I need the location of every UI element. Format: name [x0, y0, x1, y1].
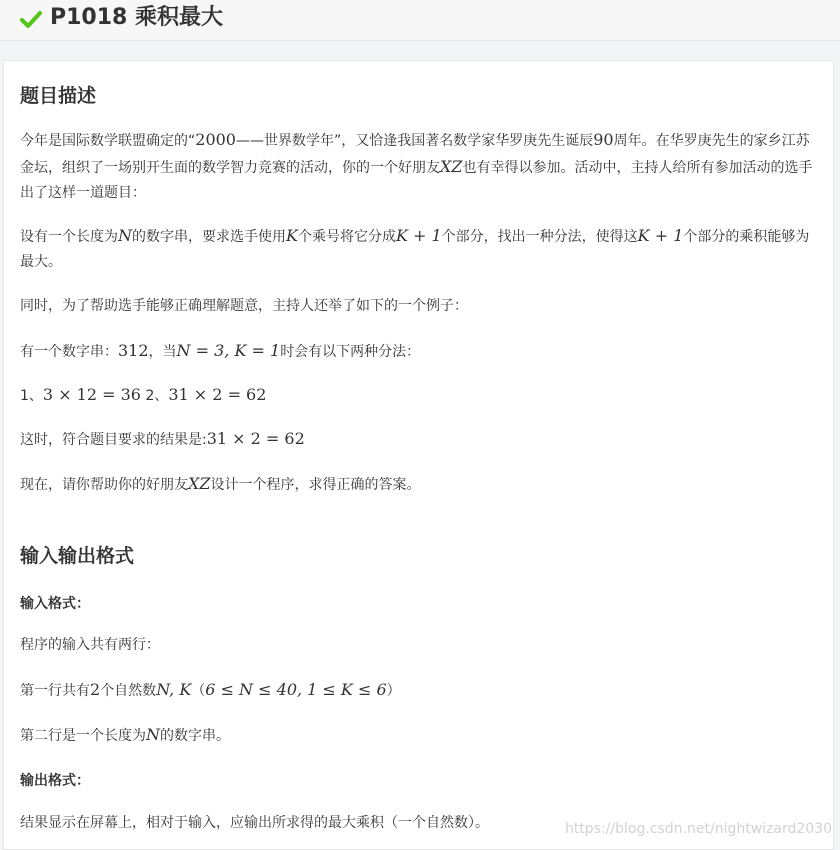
problem-header: [0, 0, 840, 41]
output-paragraph-1: 结果显示在屏幕上，相对于输入，应输出所求得的最大乘积（一个自然数）。: [20, 815, 489, 831]
description-paragraph-2: 设有一个长度为N的数字串，要求选手使用K个乘号将它分成K + 1个部分，找出一种分法，使得这K + 1个部分的乘积能够为最大。: [20, 226, 810, 270]
description-paragraph-6: 这时，符合题目要求的结果是:31 × 2 = 62: [20, 429, 305, 448]
problem-title: P1018 乘积最大: [50, 5, 224, 30]
description-paragraph-7: 现在，请你帮助你的好朋友XZ设计一个程序，求得正确的答案。: [20, 474, 421, 493]
check-icon: [19, 7, 43, 31]
problem-content-panel: [3, 60, 834, 850]
description-heading: 题目描述: [20, 85, 97, 107]
input-format-label: 输入格式：: [20, 596, 90, 612]
input-paragraph-2: 第一行共有2个自然数N, K（6 ≤ N ≤ 40, 1 ≤ K ≤ 6）: [20, 680, 401, 699]
description-paragraph-4: 有一个数字串：312，当N = 3, K = 1时会有以下两种分法：: [20, 341, 421, 360]
io-format-heading: 输入输出格式: [20, 545, 135, 567]
description-paragraph-1: 今年是国际数学联盟确定的“2000——世界数学年”，又恰逢我国著名数学家华罗庚先生诞辰90周年。在华罗庚先生的家乡江苏金坛，组织了一场别开生面的数学智力竞赛的活动，你的一个好朋友XZ也有幸得以参加。活动中，主持人给所有参加活动的选手出了这样一道题目：: [20, 130, 813, 201]
description-paragraph-5: 1、3 × 12 = 36 2、31 × 2 = 62: [20, 385, 267, 404]
input-paragraph-3: 第二行是一个长度为N的数字串。: [20, 725, 230, 744]
description-paragraph-3: 同时，为了帮助选手能够正确理解题意，主持人还举了如下的一个例子：: [20, 298, 468, 314]
watermark-text: https://blog.csdn.net/nightwizard2030: [564, 821, 832, 837]
input-paragraph-1: 程序的输入共有两行：: [20, 637, 160, 653]
output-format-label: 输出格式：: [20, 773, 90, 789]
